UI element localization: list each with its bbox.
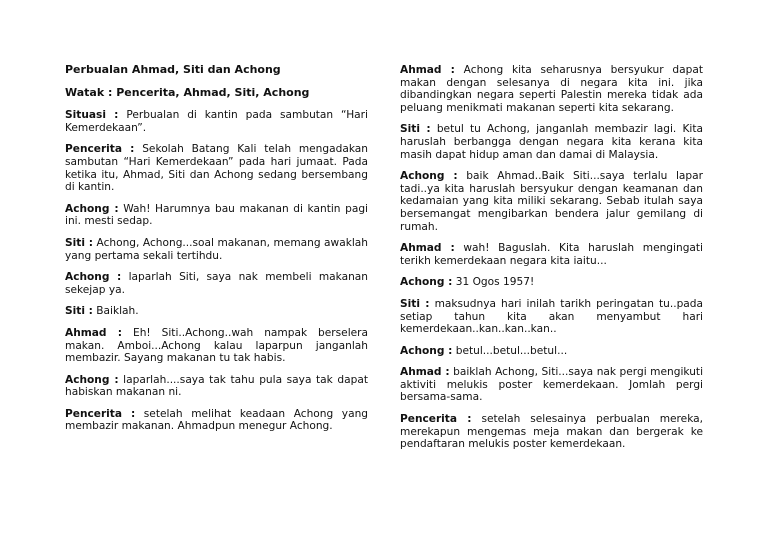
dialogue-text: laparlah Siti, saya nak membeli makanan sekejap ya. — [65, 271, 368, 296]
speaker-label: Siti : — [400, 297, 430, 310]
dialogue-paragraph — [65, 143, 368, 193]
dialogue-paragraph — [400, 276, 703, 289]
dialogue-text: Sekolah Batang Kali telah mengadakan sambutan “Hari Kemerdekaan” pada hari jumaat. Pada ketika itu, Ahmad, Siti dan Achong sedang bersembang di kantin. — [65, 143, 368, 194]
character-list: Watak : Pencerita, Ahmad, Siti, Achong — [65, 85, 310, 99]
dialogue-paragraph — [400, 345, 703, 358]
speaker-label: Situasi : — [65, 109, 119, 122]
right-paragraphs — [400, 64, 703, 451]
dialogue-paragraph — [65, 203, 368, 228]
speaker-label: Siti : — [65, 305, 93, 318]
dialogue-paragraph — [400, 366, 703, 404]
dialogue-text: Eh! Siti..Achong..wah nampak berselera makan. Amboi...Achong kalau laparpun janganlah membazir. Sayang makanan tu tak habis. — [65, 326, 369, 365]
dialogue-text: Achong kita seharusnya bersyukur dapat makan dengan selesanya di negara kita ini. jika dibandingkan negara seperti Palestin mereka tidak ada peluang menikmati makanan seperti kita sekarang. — [400, 64, 704, 114]
dialogue-paragraph — [65, 109, 368, 134]
dialogue-text: betul tu Achong, janganlah membazir lagi. Kita haruslah berbangga dengan negara kita kerana kita masih dapat hidup aman dan damai di Malaysia. — [400, 123, 703, 161]
dialogue-paragraph — [400, 170, 703, 233]
speaker-label: Pencerita : — [400, 413, 472, 426]
speaker-label: Ahmad : — [400, 366, 450, 379]
dialogue-text: maksudnya hari inilah tarikh peringatan tu..pada setiap tahun kita akan menyambut hari kemerdekaan..kan..kan..kan.. — [400, 297, 703, 336]
dialogue-paragraph — [400, 413, 703, 451]
speaker-label: Pencerita : — [65, 143, 135, 156]
speaker-label: Ahmad : — [65, 326, 123, 339]
left-paragraphs — [65, 109, 368, 433]
speaker-label: Achong : — [400, 276, 453, 289]
dialogue-text: wah! Baguslah. Kita haruslah mengingati terikh kemerdekaan negara kita iaitu... — [400, 242, 704, 267]
dialogue-text: Wah! Harumnya bau makanan di kantin pagi ini. mesti sedap. — [65, 202, 368, 228]
dialogue-text: setelah melihat keadaan Achong yang membazir makanan. Ahmadpun menegur Achong. — [65, 407, 369, 433]
speaker-label: Ahmad : — [400, 242, 455, 255]
dialogue-text: baik Ahmad..Baik Siti...saya terlalu lapar tadi..ya kita haruslah bersyukur dengan keamanan dan kedamaian yang kita miliki sekarang. Sebab itulah saya bersemangat mengibarkan bendera jalur gemilang di rumah. — [400, 170, 704, 233]
speaker-label: Siti : — [400, 123, 431, 136]
dialogue-paragraph — [400, 64, 703, 114]
speaker-label: Achong : — [400, 170, 458, 183]
speaker-label: Siti : — [65, 236, 94, 249]
dialogue-paragraph — [65, 237, 368, 262]
dialogue-text: Perbualan di kantin pada sambutan “Hari Kemerdekaan”. — [65, 109, 368, 134]
speaker-label: Ahmad : — [400, 64, 455, 76]
dialogue-text: setelah selesainya perbualan mereka, merekapun mengemas meja makan dan bergerak ke pendaftaran melukis poster kemerdekaan. — [400, 413, 703, 451]
dialogue-text: Achong, Achong...soal makanan, memang awaklah yang pertama sekali tertihdu. — [65, 236, 368, 262]
dialogue-text: Baiklah. — [92, 305, 139, 318]
speaker-label: Achong : — [65, 271, 122, 284]
left-column — [65, 64, 368, 442]
speaker-label: Pencerita : — [65, 407, 136, 420]
dialogue-text: betul...betul...betul... — [452, 344, 568, 357]
dialogue-text: laparlah....saya tak tahu pula saya tak dapat habiskan makanan ni. — [65, 373, 368, 399]
dialogue-text: baiklah Achong, Siti...saya nak pergi mengikuti aktiviti melukis poster kemerdekaan. Jomlah pergi bersama-sama. — [400, 366, 704, 404]
dialogue-paragraph — [400, 298, 703, 336]
dialogue-paragraph — [65, 327, 368, 365]
dialogue-paragraph — [65, 271, 368, 296]
right-column — [400, 64, 703, 460]
dialogue-text: 31 Ogos 1957! — [452, 276, 535, 289]
dialogue-paragraph — [400, 242, 703, 267]
dialogue-paragraph — [65, 408, 368, 433]
speaker-label: Achong : — [65, 202, 119, 215]
dialogue-paragraph — [400, 123, 703, 161]
dialogue-paragraph — [65, 374, 368, 399]
speaker-label: Achong : — [400, 344, 453, 357]
document-title: Perbualan Ahmad, Siti dan Achong — [65, 63, 281, 76]
dialogue-paragraph — [65, 305, 368, 318]
speaker-label: Achong : — [65, 373, 119, 386]
